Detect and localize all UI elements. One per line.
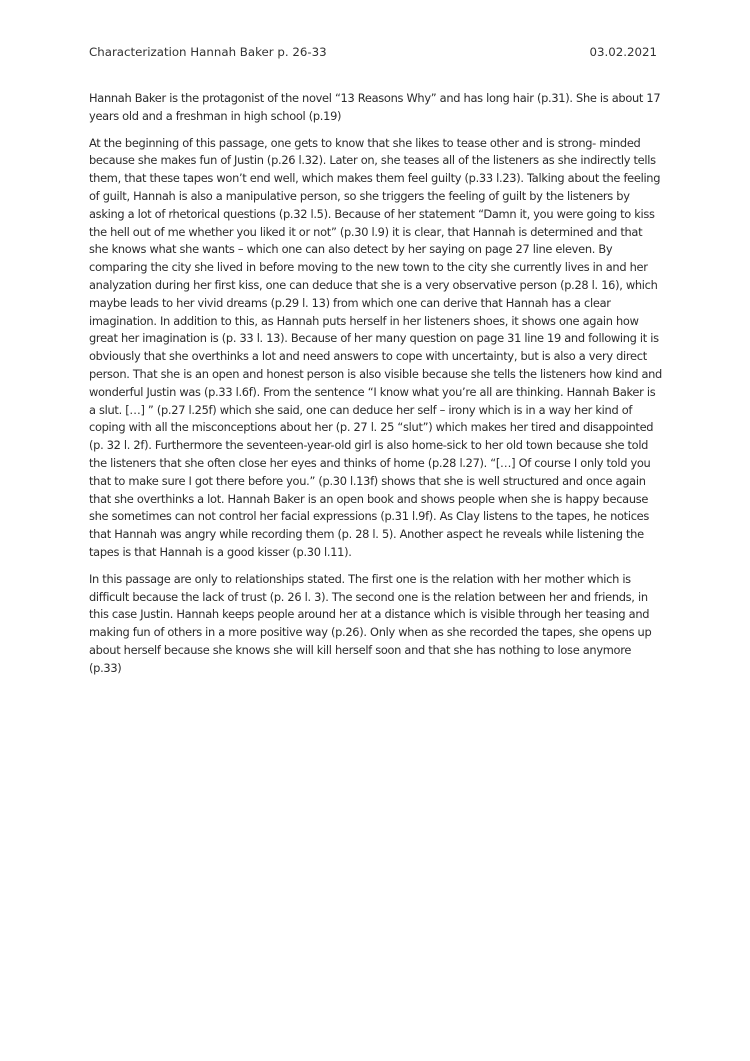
document-title: Characterization Hannah Baker p. 26-33 (89, 45, 327, 59)
document-body (89, 90, 663, 687)
paragraph-characterization: At the beginning of this passage, one gets to know that she likes to tease other and is strong- minded because she makes fun of Justin (p.26 l.32). Later on, she teases all of the listeners as she indirectly tells them, that these tapes won’t end well, which makes them feel guilty (p.33 l.23). Talking about the feeling of guilt, Hannah is also a manipulative person, so she triggers the feeling of guilt by the listeners by asking a lot of rhetorical questions (p.32 l.5). Because of her statement “Damn it, you were going to kiss the hell out of me whether you liked it or not” (p.30 l.9) it is clear, that Hannah is determined and that she knows what she wants – which one can also detect by her saying on page 27 line eleven. By comparing the city she lived in before moving to the new town to the city she currently lives in and her analyzation during her first kiss, one can deduce that she is a very observative person (p.28 l. 16), which maybe leads to her vivid dreams (p.29 l. 13) from which one can derive that Hannah has a clear imagination. In addition to this, as Hannah puts herself in her listeners shoes, it shows one again how great her imagination is (p. 33 l. 13). Because of her many question on page 31 line 19 and following it is obviously that she overthinks a lot and need answers to cope with uncertainty, but is also a very direct person. That she is an open and honest person is also visible because she tells the listeners how kind and wonderful Justin was (p.33 l.6f). From the sentence “I know what you’re all are thinking. Hannah Baker is a slut. […] ” (p.27 l.25f) which she said, one can deduce her self – irony which is in a way her kind of coping with all the misconceptions about her (p. 27 l. 25 “slut”) which makes her tired and disappointed (p. 32 l. 2f). Furthermore the seventeen-year-old girl is also home-sick to her old town because she told the listeners that she often close her eyes and thinks of home (p.28 l.27). “[…] Of course I only told you that to make sure I got there before you.” (p.30 l.13f) shows that she is well structured and once again that she overthinks a lot. Hannah Baker is an open book and shows people when she is happy because she sometimes can not control her facial expressions (p.31 l.9f). As Clay listens to the tapes, he notices that Hannah was angry while recording them (p. 28 l. 5). Another aspect he reveals while listening the tapes is that Hannah is a good kisser (p.30 l.11). (89, 135, 662, 559)
document-date: 03.02.2021 (589, 45, 657, 59)
paragraph-intro: Hannah Baker is the protagonist of the novel “13 Reasons Why” and has long hair (p.31). She is about 17 years old and a freshman in high school (p.19) (89, 91, 661, 123)
page-header (89, 44, 657, 60)
paragraph-relationships: In this passage are only to relationships stated. The first one is the relation with her mother which is difficult because the lack of trust (p. 26 l. 3). The second one is the relation between her and friends, in this case Justin. Hannah keeps people around her at a distance which is visible through her teasing and making fun of others in a more positive way (p.26). Only when as she recorded the tapes, she opens up about herself because she knows she will kill herself soon and that she has nothing to lose anymore (p.33) (89, 571, 652, 675)
